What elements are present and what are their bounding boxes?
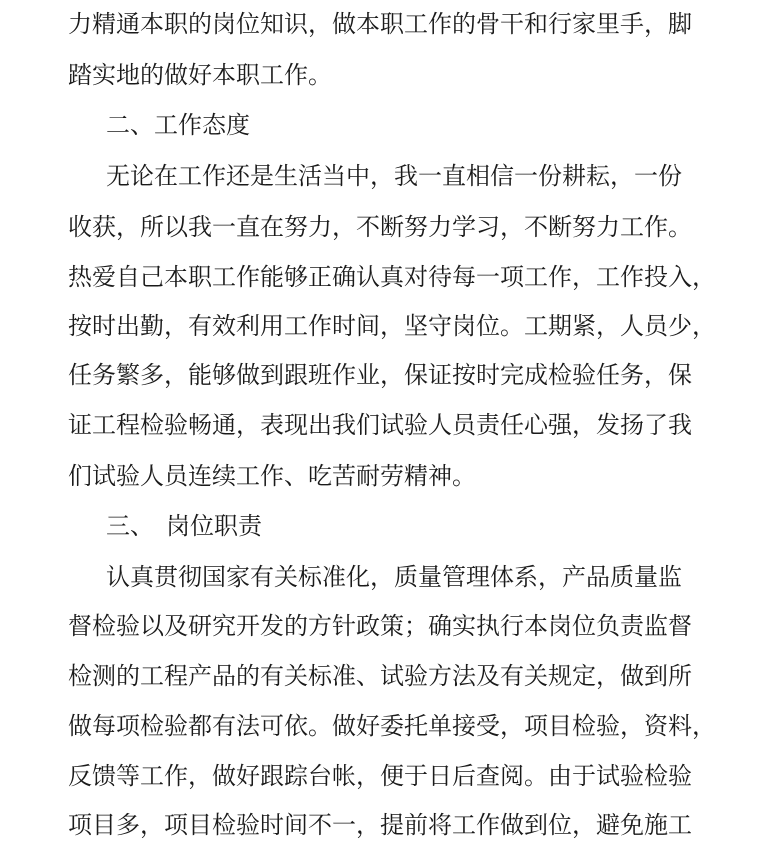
- text-line: 热爱自己本职工作能够正确认真对待每一项工作，工作投入，: [68, 263, 716, 291]
- text-line: 检测的工程产品的有关标准、试验方法及有关规定，做到所: [68, 662, 692, 690]
- text-line: 反馈等工作，做好跟踪台帐，便于日后查阅。由于试验检验: [68, 762, 692, 790]
- text-line: 无论在工作还是生活当中，我一直相信一份耕耘，一份: [106, 162, 682, 190]
- section-heading: 三、 岗位职责: [106, 512, 262, 540]
- text-line: 按时出勤，有效利用工作时间，坚守岗位。工期紧，人员少，: [68, 312, 716, 340]
- text-line: 做每项检验都有法可依。做好委托单接受，项目检验，资料，: [68, 712, 716, 740]
- text-line: 证工程检验畅通，表现出我们试验人员责任心强，发扬了我: [68, 411, 692, 439]
- text-line: 力精通本职的岗位知识，做本职工作的骨干和行家里手，脚: [68, 10, 692, 38]
- text-line: 们试验人员连续工作、吃苦耐劳精神。: [68, 462, 476, 490]
- text-line: 收获，所以我一直在努力，不断努力学习，不断努力工作。: [68, 213, 692, 241]
- text-line: 认真贯彻国家有关标准化，质量管理体系，产品质量监: [106, 563, 682, 591]
- text-line: 任务繁多，能够做到跟班作业，保证按时完成检验任务，保: [68, 361, 692, 389]
- text-line: 项目多，项目检验时间不一，提前将工作做到位，避免施工: [68, 811, 692, 839]
- text-line: 督检验以及研究开发的方针政策；确实执行本岗位负责监督: [68, 612, 692, 640]
- text-line: 踏实地的做好本职工作。: [68, 61, 332, 89]
- section-heading: 二、工作态度: [106, 111, 250, 139]
